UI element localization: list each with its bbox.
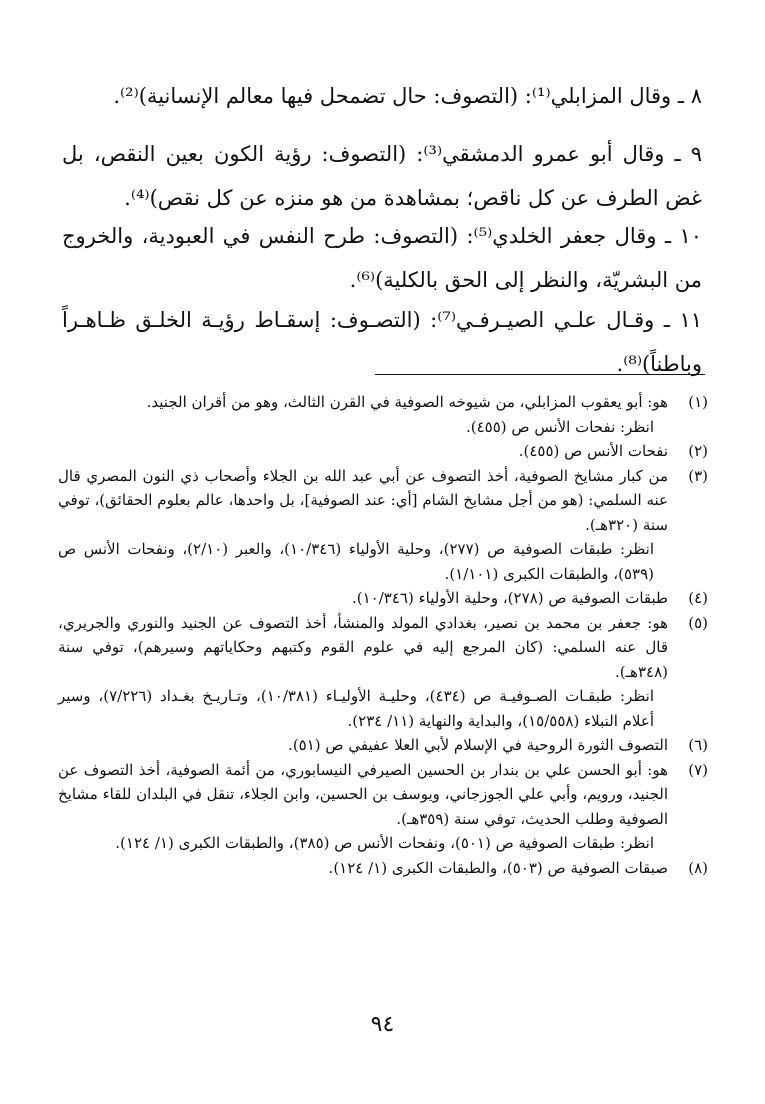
- footnote-line: نفحات الأنس ص (٤٥٥).: [518, 442, 668, 460]
- footnote-text: [58, 464, 668, 538]
- footnote: [58, 439, 708, 464]
- footnote: [58, 758, 708, 832]
- footnote-reference: انظر: طبقات الصوفية ص (٥٠١)، ونفحات الأنس ص (٣٨٥)، والطبقات الكبرى (١/ ١٢٤).: [115, 834, 654, 852]
- paragraph-11-text: ١١ ـ وقـال علـي الصيـرفـي⁽⁷⁾: (التصـوف: إسقـاط رؤيـة الخلـق ظـاهـراً وباطناً)⁽⁸⁾.: [62, 308, 702, 376]
- footnote-text: [58, 758, 668, 832]
- footnote-text: [58, 586, 668, 611]
- footnote-number: (٣): [688, 466, 708, 485]
- footnote-number: (٢): [688, 442, 708, 460]
- footnote-reference: انظر: طبقـات الصـوفيـة ص (٤٣٤)، وحليـة الأوليـاء (١٠/٣٨١)، وتـاريـخ بغـداد (٧/٢٢٦)، وسير أعلام النبلاء (١٥/٥٥٨)، والبداية والنهاية (١١/ ٢٣٤).: [58, 687, 655, 730]
- paragraph-10: [62, 214, 702, 302]
- paragraph-8: [62, 74, 702, 118]
- page-number: ٩٤: [370, 1012, 395, 1037]
- footnote: [58, 856, 708, 881]
- footnote-number: (٤): [688, 589, 708, 607]
- footnote: [58, 733, 708, 758]
- footnote-line: التصوف الثورة الروحية في الإسلام لأبي العلا عفيفي ص (٥١).: [288, 736, 668, 754]
- footnote-divider: [375, 374, 705, 375]
- footnote: [58, 611, 708, 685]
- footnote-number: (٨): [688, 858, 708, 877]
- footnote-line: هو: أبو الحسن علي بن بندار بن الحسين الصيرفي النيسابوري، من أئمة الصوفية، أخذ التصوف عن الجنيد، ورويم، وأبي علي الجوزجاني، ويوسف بن الحسين، وابن الجلاء، تنقل في البلدان للقاء مشايخ الصوفية وطلب الحديث، توفي سنة (٣٥٩هـ).: [58, 760, 668, 828]
- footnote-number: (١): [688, 393, 708, 411]
- paragraph-11: [62, 298, 702, 386]
- footnote: [58, 464, 708, 538]
- footnote-line: طبقات الصوفية ص (٢٧٨)، وحلية الأولياء (١٠/٣٤٦).: [351, 589, 668, 607]
- footnote-line: صبقات الصوفية ص (٥٠٣)، والطبقات الكبرى (١/ ١٢٤).: [328, 858, 668, 877]
- footnote-number: (٥): [688, 613, 708, 632]
- footnote-line: هو: أبو يعقوب المزابلي، من شيوخه الصوفية في القرن الثالث، وهو من أقران الجنيد.: [146, 393, 668, 411]
- footnotes: [58, 390, 708, 880]
- footnote-line: من كبار مشايخ الصوفية، أخذ التصوف عن أبي عبد الله بن الجلاء وأصحاب ذي النون المصري قال عنه السلمي: (هو من أجل مشايخ الشام [أي: عند الصوفية]، بل واحدها، عالم بعلوم الحقائق)، توفي سنة (٣٢٠هـ).: [58, 466, 668, 534]
- footnote-number: (٧): [688, 760, 708, 779]
- footnote-number: (٦): [688, 736, 708, 754]
- footnote-reference: انظر: نفحات الأنس ص (٤٥٥).: [466, 417, 654, 436]
- footnote-text: [58, 390, 668, 415]
- footnote-text: [58, 733, 668, 758]
- paragraph-9: [62, 132, 702, 220]
- footnote-text: [58, 439, 668, 464]
- footnote-text: [58, 611, 668, 685]
- footnote-reference: انظر: طبقات الصوفية ص (٢٧٧)، وحلية الأولياء (١٠/٣٤٦)، والعبر (٢/١٠)، ونفحات الأنس ص (٥٣٩)، والطبقات الكبرى (١/١٠١).: [58, 540, 654, 583]
- footnote: [58, 390, 708, 415]
- footnote-text: [58, 856, 668, 881]
- paragraph-10-text: ١٠ ـ وقال جعفر الخلدي⁽⁵⁾: (التصوف: طرح النفس في العبودية، والخروج من البشريّة، والنظر إلى الحق بالكلية)⁽⁶⁾.: [62, 224, 703, 292]
- paragraph-9-text: ٩ ـ وقال أبو عمرو الدمشقي⁽³⁾: (التصوف: رؤية الكون بعين النقص، بل غض الطرف عن كل ناقص؛ بمشاهدة من هو منزه عن كل نقص)⁽⁴⁾.: [62, 142, 702, 210]
- footnote: [58, 586, 708, 611]
- paragraph-8-text: ٨ ـ وقال المزابلي⁽¹⁾: (التصوف: حال تضمحل فيها معالم الإنسانية)⁽²⁾.: [113, 84, 702, 108]
- footnote-line: هو: جعفر بن محمد بن نصير، بغدادي المولد والمنشأ، أخذ التصوف عن الجنيد والنوري والجريري، قال عنه السلمي: (كان المرجع إليه في علوم القوم وكتبهم وحكاياتهم وسيرهم)، توفي سنة (٣٤٨هـ).: [58, 613, 668, 681]
